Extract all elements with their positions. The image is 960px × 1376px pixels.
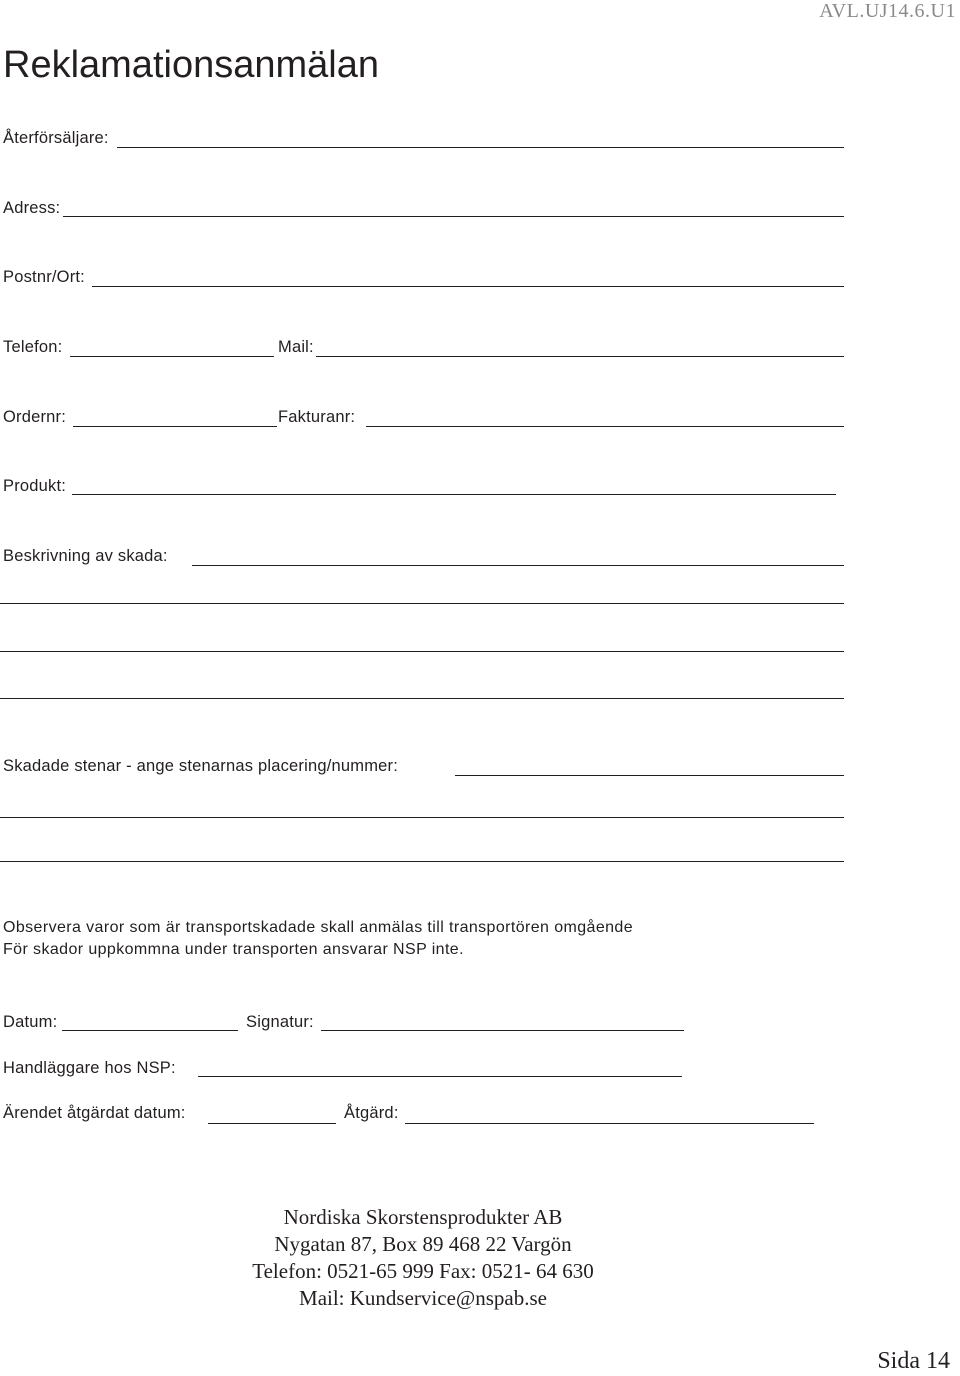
order-number-label: Ordernr: <box>3 408 67 426</box>
product-label: Produkt: <box>3 477 67 495</box>
damage-description-line-4[interactable] <box>0 698 844 699</box>
handler-field[interactable] <box>198 1076 682 1077</box>
damaged-stones-field[interactable] <box>455 775 844 776</box>
mail-field[interactable] <box>316 356 844 357</box>
notice-line-2: För skador uppkommna under transporten ansvarar NSP inte. <box>3 941 464 958</box>
footer-mail: Mail: Kundservice@nspab.se <box>299 1286 547 1310</box>
reseller-field[interactable] <box>117 147 844 148</box>
notice-line-1: Observera varor som är transportskadade skall anmälas till transportören omgående <box>3 919 634 936</box>
signature-label: Signatur: <box>246 1013 314 1031</box>
footer-company-name: Nordiska Skorstensprodukter AB <box>283 1205 563 1229</box>
document-code: AVL.UJ14.6.U1 <box>819 0 956 22</box>
date-field[interactable] <box>62 1030 238 1031</box>
case-resolved-date-field[interactable] <box>208 1123 336 1124</box>
damaged-stones-label: Skadade stenar - ange stenarnas placering/nummer: <box>3 757 399 775</box>
action-field[interactable] <box>405 1123 814 1124</box>
page-title: Reklamationsanmälan <box>3 44 379 86</box>
damage-description-label: Beskrivning av skada: <box>3 547 168 565</box>
damage-description-line-2[interactable] <box>0 603 844 604</box>
action-label: Åtgärd: <box>344 1104 399 1122</box>
company-footer <box>0 1204 846 1312</box>
handler-label: Handläggare hos NSP: <box>3 1059 176 1077</box>
address-label: Adress: <box>3 199 61 217</box>
footer-address: Nygatan 87, Box 89 468 22 Vargön <box>274 1232 572 1256</box>
address-field[interactable] <box>63 216 844 217</box>
order-number-field[interactable] <box>73 426 277 427</box>
damaged-stones-line-3[interactable] <box>0 861 844 862</box>
mail-label: Mail: <box>278 338 314 356</box>
footer-phone-fax: Telefon: 0521-65 999 Fax: 0521- 64 630 <box>252 1259 594 1283</box>
phone-field[interactable] <box>70 356 274 357</box>
product-field[interactable] <box>72 494 836 495</box>
damaged-stones-line-2[interactable] <box>0 817 844 818</box>
date-label: Datum: <box>3 1013 58 1031</box>
damage-description-line-3[interactable] <box>0 651 844 652</box>
transport-damage-notice <box>3 917 633 961</box>
reseller-label: Återförsäljare: <box>3 129 109 147</box>
postal-city-field[interactable] <box>92 286 844 287</box>
phone-label: Telefon: <box>3 338 63 356</box>
invoice-number-field[interactable] <box>366 426 844 427</box>
signature-field[interactable] <box>321 1030 684 1031</box>
invoice-number-label: Fakturanr: <box>278 408 356 426</box>
page-number: Sida 14 <box>877 1348 950 1374</box>
postal-city-label: Postnr/Ort: <box>3 268 85 286</box>
case-resolved-date-label: Ärendet åtgärdat datum: <box>3 1104 186 1122</box>
damage-description-field[interactable] <box>192 565 844 566</box>
